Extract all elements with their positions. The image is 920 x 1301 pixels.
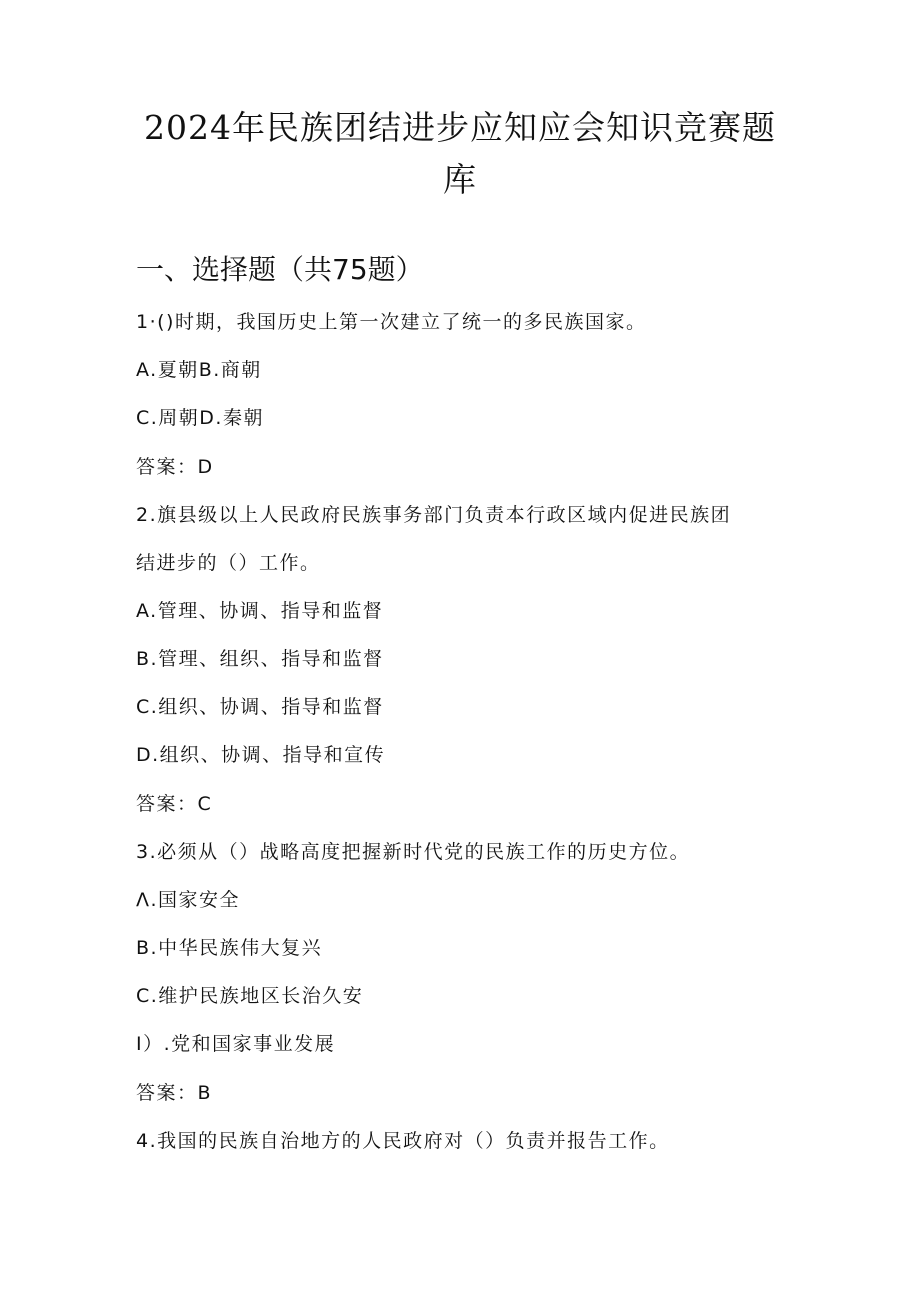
question-2-text-line-2: 结进步的（）工作。: [136, 552, 321, 574]
question-2-answer: 答案：C: [136, 793, 213, 815]
section-heading: 一、选择题（共75题）: [136, 253, 424, 286]
question-2-option-d: D.组织、协调、指导和宣传: [136, 744, 386, 766]
question-3-option-b: B.中华民族伟大复兴: [136, 937, 323, 959]
question-3-option-d: I）.党和国家事业发展: [136, 1033, 336, 1055]
document-title-line-2: 库: [443, 160, 477, 199]
question-2-option-b: B.管理、组织、指导和监督: [136, 648, 384, 670]
question-2-option-a: A.管理、协调、指导和监督: [136, 600, 384, 622]
question-1-text: 1·()时期，我国历史上第一次建立了统一的多民族国家。: [136, 311, 647, 333]
question-4-text: 4.我国的民族自治地方的人民政府对（）负责并报告工作。: [136, 1130, 670, 1152]
document-title-line-1: 2024年民族团结进步应知应会知识竞赛题: [144, 108, 776, 147]
question-2-text-line-1: 2.旗县级以上人民政府民族事务部门负责本行政区域内促进民族团: [136, 504, 732, 526]
question-2-option-c: C.组织、协调、指导和监督: [136, 696, 384, 718]
question-3-answer: 答案：B: [136, 1082, 213, 1104]
question-1-answer: 答案：D: [136, 456, 214, 478]
question-3-text: 3.必须从（）战略高度把握新时代党的民族工作的历史方位。: [136, 841, 691, 863]
question-1-options-cd: C.周朝D.秦朝: [136, 407, 264, 429]
question-3-option-a: Λ.国家安全: [136, 889, 241, 911]
question-1-options-ab: A.夏朝B.商朝: [136, 359, 262, 381]
question-3-option-c: C.维护民族地区长治久安: [136, 985, 364, 1007]
